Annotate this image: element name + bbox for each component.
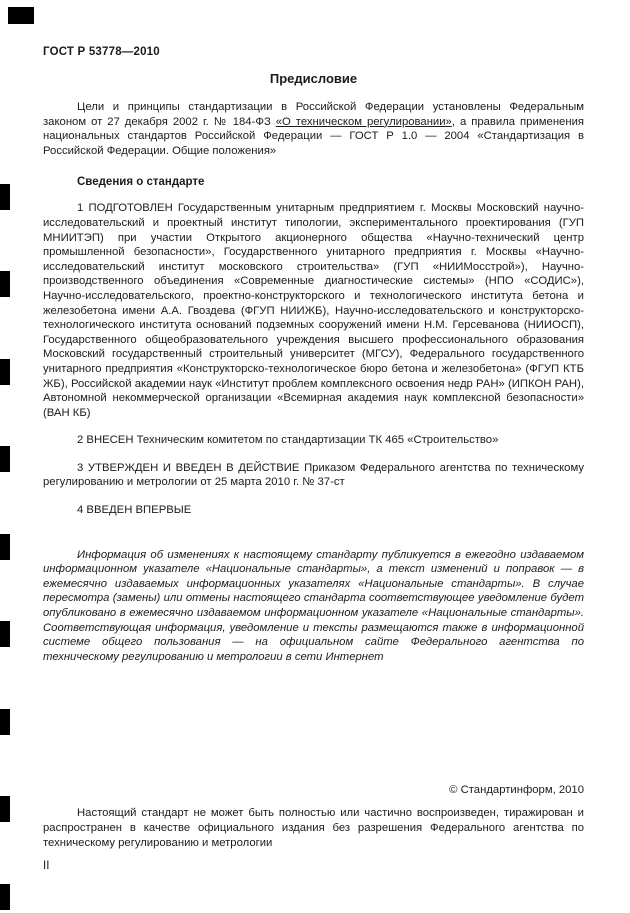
scan-artifact-edge	[0, 796, 10, 822]
standard-info-item-1: 1 ПОДГОТОВЛЕН Государственным унитарным предприятием г. Москвы Московский научно-исследовательский и проектный институт типологии, экспериментального проектирования (ГУП МНИИТЭП) при участии Открытого акционерного общества «Научно-технический центр промышленной безопасности», Государственного унитарного предприятия г. Москвы «Научно-исследовательский институт московского строительства» (ГУП «НИИМосстрой»), Научно-производственного объединения «Современные диагностические системы» (НПО «СОДИС»), Научно-исследовательского, проектно-конструкторского и технологического института бетона и железобетона имени А.А. Гвоздева (ФГУП НИИЖБ), Научно-исследовательского и конструкторско-технологического института оснований подземных сооружений имени Н.М. Герсеванова (НИИОСП), Государственного общеобразовательного учреждения высшего профессионального образования Московский государственный строительный университет (МГСУ), Федерального государственного унитарного предприятия «Конструкторско-технологическое бюро бетона и железобетона» (ФГУП КТБ ЖБ), Российской академии наук «Институт проблем комплексного освоения недр РАН» (ИПКОН РАН), Автономной некоммерческой организации «Всемирная академия наук комплексной безопасности» (ВАН КБ)	[43, 202, 584, 419]
scan-artifact-edge	[0, 271, 10, 297]
scan-artifact-edge	[0, 709, 10, 735]
reproduction-restriction: Настоящий стандарт не может быть полностью или частично воспроизведен, тиражирован и распространен в качестве официального издания без разрешения Федерального агентства по техническому регулированию и метрологии	[43, 807, 584, 849]
scan-artifact-edge	[0, 884, 10, 910]
standard-number-header: ГОСТ Р 53778—2010	[43, 46, 160, 58]
scan-artifact-corner	[8, 7, 34, 24]
standard-info-item-3: 3 УТВЕРЖДЕН И ВВЕДЕН В ДЕЙСТВИЕ Приказом Федерального агентства по техническому регулированию и метрологии от 25 марта 2010 г. № 37-ст	[43, 461, 584, 489]
intro-paragraph	[43, 100, 584, 158]
standard-info-heading: Сведения о стандарте	[77, 176, 205, 189]
page-number: II	[43, 860, 50, 872]
intro-text-pre: Цели и принципы стандартизации в Российской Федерации установлены Федеральным законом от 27 декабря 2002 г. № 184-ФЗ	[43, 101, 584, 128]
page-title: Предисловие	[269, 71, 358, 86]
amendments-note: Информация об изменениях к настоящему стандарту публикуется в ежегодно издаваемом информационном указателе «Национальные стандарты», а текст изменений и поправок — в ежемесячно издаваемых информационных указателях «Национальные стандарты». В случае пересмотра (замены) или отмены настоящего стандарта соответствующее уведомление будет опубликовано в ежемесячно издаваемом информационном указателе «Национальные стандарты». Соответствующая информация, уведомление и тексты размещаются также в информационной системе общего пользования — на официальном сайте Федерального агентства по техническому регулированию и метрологии в сети Интернет	[43, 548, 584, 663]
scan-artifact-edge	[0, 184, 10, 210]
scan-artifact-edge	[0, 359, 10, 385]
copyright-notice: © Стандартинформ, 2010	[449, 784, 584, 797]
intro-text-underlined: «О техническом регулировании»	[275, 115, 452, 128]
standard-info-item-2: 2 ВНЕСЕН Техническим комитетом по стандартизации ТК 465 «Строительство»	[77, 434, 499, 447]
standard-info-item-4: 4 ВВЕДЕН ВПЕРВЫЕ	[77, 504, 192, 517]
scan-artifact-edge	[0, 621, 10, 647]
scan-artifact-edge	[0, 534, 10, 560]
intro-text-post: , а правила применения национальных стандартов Российской Федерации — ГОСТ Р 1.0 — 2004 «Стандартизация в Российской Федерации. Общие положения»	[43, 115, 585, 157]
scan-artifact-edge	[0, 446, 10, 472]
